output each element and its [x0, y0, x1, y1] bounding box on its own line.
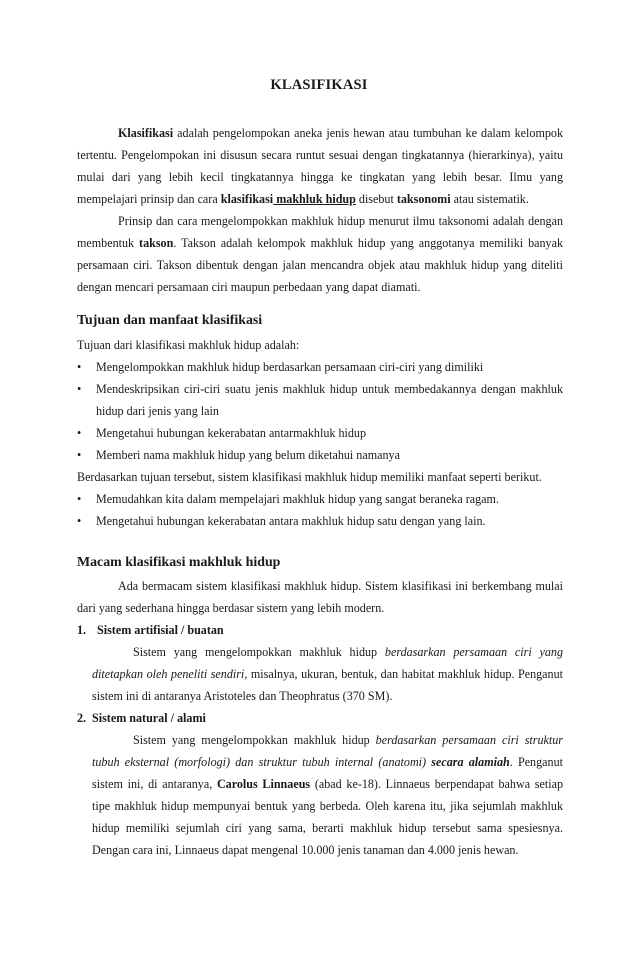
list-item: • Mengetahui hubungan kekerabatan antara makhluk hidup satu dengan yang lain.	[77, 510, 563, 532]
bullet-icon: •	[77, 426, 82, 440]
term-takson: takson	[139, 236, 174, 250]
bullet-icon: •	[77, 514, 82, 528]
tujuan-lead: Tujuan dari klasifikasi makhluk hidup adalah:	[77, 338, 300, 352]
list-item: • Mengetahui hubungan kekerabatan antarmakhluk hidup	[77, 422, 563, 444]
item-number: 2.	[77, 711, 87, 725]
bullet-icon: •	[77, 448, 82, 462]
list-item: • Mengelompokkan makhluk hidup berdasarkan persamaan ciri-ciri yang dimiliki	[77, 356, 563, 378]
system-2-title: Sistem natural / alami	[92, 711, 206, 725]
list-item-system-1	[77, 619, 563, 641]
page-title: KLASIFIKASI	[270, 77, 368, 93]
list-item: • Memudahkan kita dalam mempelajari makhluk hidup yang sangat beraneka ragam.	[77, 488, 563, 510]
term-makhluk-hidup: makhluk hidup	[273, 192, 356, 206]
term-carolus-linnaeus: Carolus Linnaeus	[216, 777, 311, 791]
section-heading-macam: Macam klasifikasi makhluk hidup	[77, 555, 281, 570]
list-item-system-2	[77, 707, 563, 729]
bullet-icon: •	[77, 492, 82, 506]
macam-intro: Ada bermacam sistem klasifikasi makhluk hidup. Sistem klasifikasi ini berkembang mulai dari yang sederhana hingga berdasar sistem yang lebih modern.	[77, 579, 563, 615]
list-item: • Mendeskripsikan ciri-ciri suatu jenis makhluk hidup untuk membedakannya dengan makhluk hidup dari jenis yang lain	[77, 378, 563, 422]
bullet-icon: •	[77, 360, 82, 374]
manfaat-lead: Berdasarkan tujuan tersebut, sistem klasifikasi makhluk hidup memiliki manfaat seperti berikut.	[77, 470, 542, 484]
intro-paragraph-2: Prinsip dan cara mengelompokkan makhluk hidup menurut ilmu taksonomi adalah dengan membentuk takson. Takson adalah kelompok makhluk hidup yang anggotanya memiliki banyak persamaan ciri. Takson dibentuk dengan jalan mencandra objek atau makhluk hidup yang diteliti dengan mencari persamaan ciri maupun perbedaan yang dapat diamati.	[77, 214, 563, 294]
item-number: 1.	[77, 623, 87, 637]
system-2-description: Sistem yang mengelompokkan makhluk hidup berdasarkan persamaan ciri struktur tubuh eksternal (morfologi) dan struktur tubuh internal (anatomi) secara alamiah. Penganut sistem ini, di antaranya, Carolus Linnaeus (abad ke-18). Linnaeus berpendapat bahwa setiap tipe makhluk hidup mempunyai bentuk yang berbeda. Oleh karena itu, jika sejumlah makhluk hidup memiliki sejumlah ciri yang sama, berarti makhluk hidup tersebut sama spesiesnya. Dengan cara ini, Linnaeus dapat mengenal 10.000 jenis tanaman dan 4.000 jenis hewan.	[92, 733, 563, 857]
term-klasifikasi: Klasifikasi	[118, 126, 174, 140]
intro-paragraph-1: Klasifikasi adalah pengelompokan aneka jenis hewan atau tumbuhan ke dalam kelompok tertentu. Pengelompokan ini disusun secara runtut sesuai dengan tingkatannya (hierarkinya), yaitu mulai dari yang lebih kecil tingkatannya hingga ke tingkatan yang lebih besar. Ilmu yang mempelajari prinsip dan cara klasifikasi makhluk hidup disebut taksonomi atau sistematik.	[77, 126, 563, 206]
intro-section	[77, 122, 563, 298]
section-heading-tujuan: Tujuan dan manfaat klasifikasi	[77, 313, 263, 328]
term-taksonomi: taksonomi	[396, 192, 451, 206]
list-item: • Memberi nama makhluk hidup yang belum diketahui namanya	[77, 444, 563, 466]
bullet-icon: •	[77, 382, 82, 396]
system-1-title: Sistem artifisial / buatan	[97, 623, 224, 637]
system-1-description: Sistem yang mengelompokkan makhluk hidup berdasarkan persamaan ciri yang ditetapkan oleh peneliti sendiri, misalnya, ukuran, bentuk, dan habitat makhluk hidup. Penganut sistem ini di antaranya Aristoteles dan Theophratus (370 SM).	[92, 645, 564, 703]
